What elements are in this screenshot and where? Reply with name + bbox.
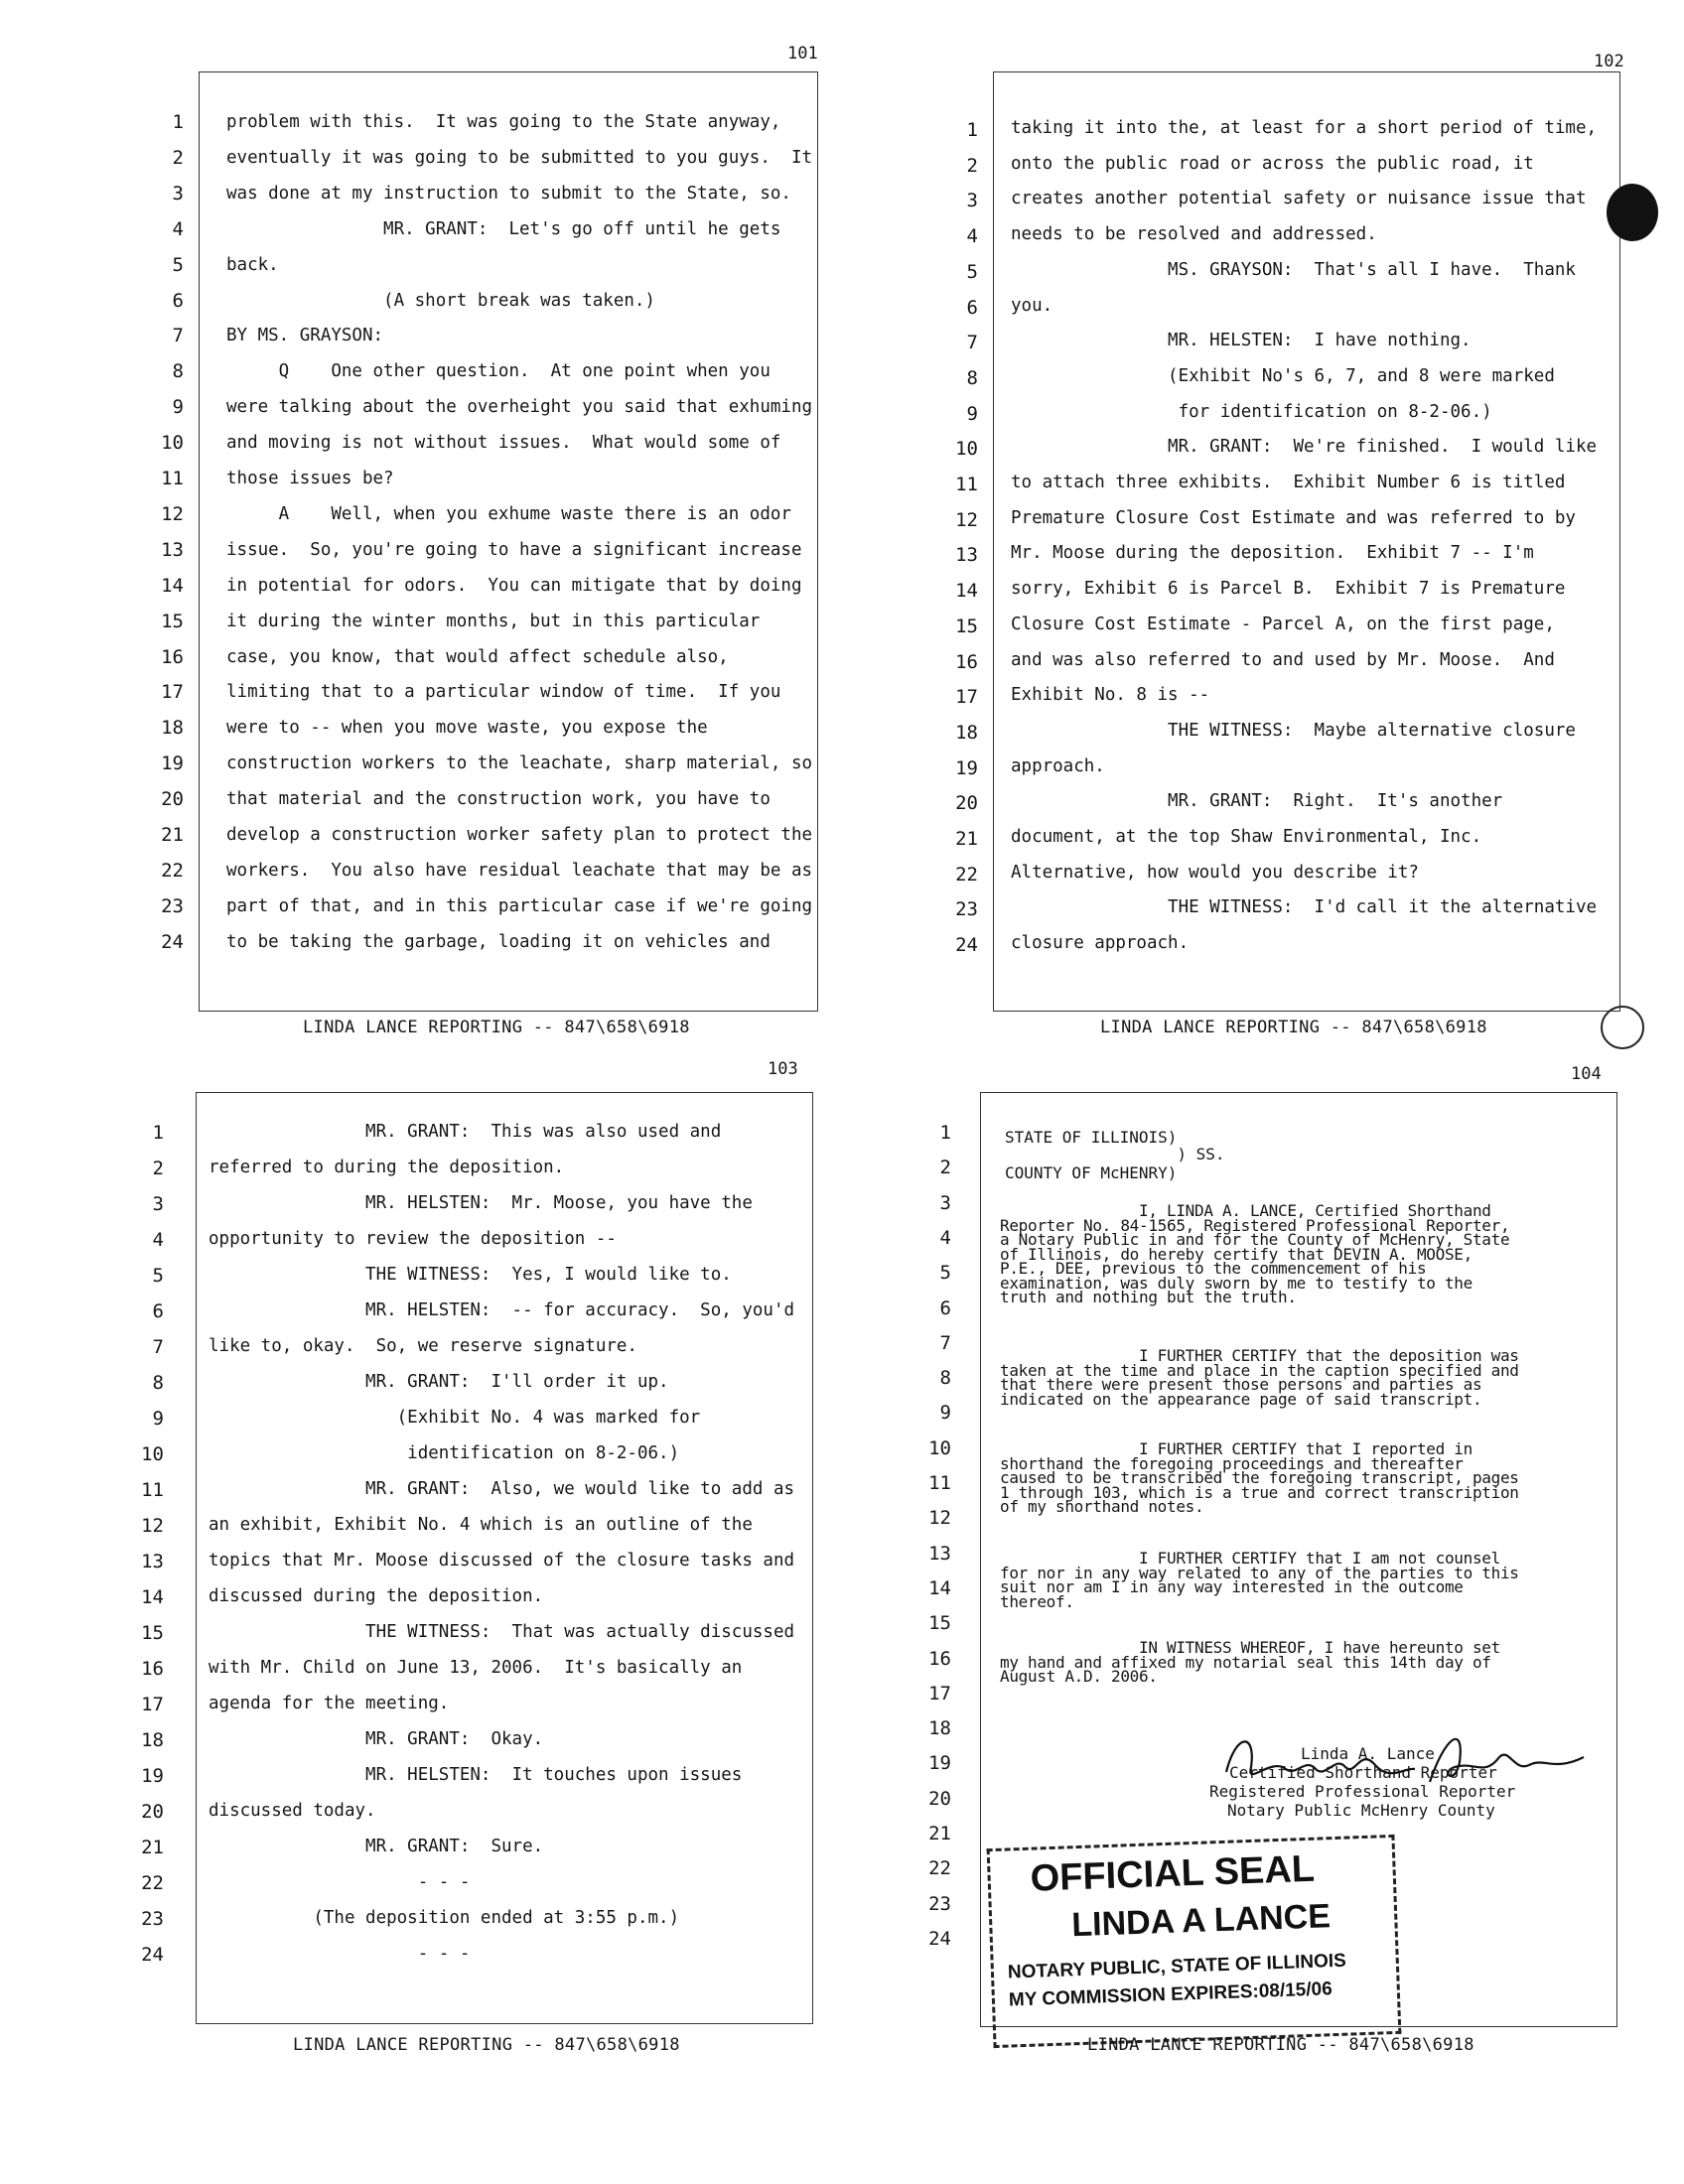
line-number: 10 (955, 438, 978, 461)
line-number: 23 (161, 894, 184, 917)
certificate-line: of Illinois, do hereby certify that DEVIN A. MOOSE, (1000, 1244, 1473, 1264)
transcript-line: - - - (209, 1872, 471, 1892)
transcript-line: THE WITNESS: Yes, I would like to. (209, 1265, 732, 1285)
certificate-line: of my shorthand notes. (1000, 1497, 1204, 1516)
line-number: 3 (152, 1193, 164, 1215)
line-number: 8 (966, 366, 978, 389)
transcript-line: Q One other question. At one point when you (226, 361, 771, 382)
transcript-line: eventually it was going to be submitted to you guys. It (226, 147, 813, 168)
transcript-line: MR. GRANT: Right. It's another (1011, 791, 1503, 812)
transcript-line: (Exhibit No. 4 was marked for (209, 1408, 701, 1428)
certificate-line: August A.D. 2006. (1000, 1667, 1158, 1686)
transcript-line: to be taking the garbage, loading it on vehicles and (226, 931, 771, 952)
page-footer: LINDA LANCE REPORTING -- 847\658\6918 (303, 1018, 690, 1037)
line-number: 5 (939, 1262, 951, 1285)
line-number: 17 (141, 1694, 164, 1715)
transcript-line: agenda for the meeting. (209, 1694, 450, 1713)
transcript-line: (The deposition ended at 3:55 p.m.) (209, 1908, 680, 1928)
line-number: 10 (928, 1436, 951, 1459)
certificate-line: I FURTHER CERTIFY that the deposition was (1000, 1346, 1519, 1365)
line-number: 13 (161, 538, 184, 561)
line-number: 1 (172, 111, 184, 133)
transcript-line: THE WITNESS: Maybe alternative closure (1011, 720, 1576, 741)
transcript-line: and moving is not without issues. What would some of (226, 433, 781, 454)
line-number: 7 (966, 332, 978, 354)
transcript-line: part of that, and in this particular case if we're going (226, 895, 813, 916)
line-number: 19 (928, 1752, 951, 1775)
line-number: 20 (141, 1801, 164, 1823)
line-number: 4 (939, 1226, 951, 1249)
certificate-line: I FURTHER CERTIFY that I am not counsel (1000, 1549, 1500, 1568)
line-number: 16 (161, 645, 184, 668)
line-number: 19 (955, 756, 978, 779)
transcript-line: Alternative, how would you describe it? (1011, 862, 1419, 883)
line-number: 20 (161, 788, 184, 811)
line-number: 5 (152, 1265, 164, 1287)
certificate-line: suit nor am I in any way interested in the outcome (1000, 1577, 1464, 1596)
transcript-line: Premature Closure Cost Estimate and was referred to by (1011, 507, 1576, 528)
line-number: 7 (152, 1336, 164, 1358)
line-number: 3 (966, 190, 978, 212)
line-number: 22 (141, 1872, 164, 1894)
transcript-line: MR. GRANT: We're finished. I would like (1011, 437, 1598, 458)
certificate-line: shorthand the foregoing proceedings and thereafter (1000, 1453, 1464, 1473)
transcript-line: Closure Cost Estimate - Parcel A, on the first page, (1011, 614, 1555, 634)
line-number: 1 (939, 1122, 951, 1144)
line-number: 17 (161, 681, 184, 704)
page-number: 101 (787, 44, 818, 64)
line-number: 18 (928, 1717, 951, 1740)
transcript-line: MR. GRANT: Sure. (209, 1837, 544, 1856)
line-number: 5 (172, 253, 184, 276)
transcript-line: Mr. Moose during the deposition. Exhibit 7 -- I'm (1011, 543, 1534, 564)
certificate-line: Reporter No. 84-1565, Registered Professional Reporter, (1000, 1215, 1510, 1235)
seal-name: LINDA A LANCE (1070, 1897, 1332, 1945)
venue-county: COUNTY OF McHENRY) (1005, 1163, 1178, 1182)
transcript-line: like to, okay. So, we reserve signature. (209, 1336, 637, 1356)
line-number: 13 (141, 1551, 164, 1572)
line-number: 23 (955, 898, 978, 921)
line-number: 8 (939, 1367, 951, 1390)
transcript-line: to attach three exhibits. Exhibit Number 6 is titled (1011, 473, 1566, 492)
certificate-line: for nor in any way related to any of the parties to this (1000, 1563, 1519, 1582)
signer-name: Linda A. Lance (1301, 1744, 1435, 1763)
binder-hole-icon (1601, 1006, 1644, 1049)
line-number: 15 (161, 610, 184, 632)
transcript-line: and was also referred to and used by Mr. Moose. And (1011, 649, 1555, 670)
transcript-line: MR. GRANT: This was also used and (209, 1122, 722, 1142)
transcript-line: MR. GRANT: Also, we would like to add as (209, 1479, 795, 1499)
line-number: 14 (141, 1586, 164, 1608)
line-number: 2 (939, 1157, 951, 1179)
line-number: 11 (955, 474, 978, 495)
transcript-line: case, you know, that would affect schedule also, (226, 646, 729, 667)
line-number: 19 (141, 1765, 164, 1787)
transcript-line: discussed during the deposition. (209, 1586, 544, 1606)
transcript-line: an exhibit, Exhibit No. 4 which is an outline of the (209, 1515, 753, 1535)
line-number: 3 (939, 1191, 951, 1214)
line-number: 14 (928, 1576, 951, 1599)
line-number: 2 (966, 154, 978, 177)
line-number: 9 (966, 402, 978, 425)
line-number: 6 (939, 1297, 951, 1319)
line-number: 2 (152, 1158, 164, 1179)
line-number: 8 (152, 1372, 164, 1394)
venue-state: STATE OF ILLINOIS) (1005, 1128, 1178, 1147)
transcript-line: opportunity to review the deposition -- (209, 1229, 617, 1249)
line-number: 18 (141, 1729, 164, 1751)
certificate-line: a Notary Public in and for the County of McHenry, State (1000, 1230, 1510, 1249)
line-number: 24 (141, 1944, 164, 1966)
transcript-line: needs to be resolved and addressed. (1011, 224, 1377, 245)
line-number: 22 (955, 863, 978, 886)
transcript-line: MR. HELSTEN: Mr. Moose, you have the (209, 1193, 753, 1213)
transcript-line: sorry, Exhibit 6 is Parcel B. Exhibit 7 is Premature (1011, 579, 1566, 600)
transcript-line: construction workers to the leachate, sharp material, so (226, 753, 813, 774)
line-number: 22 (161, 859, 184, 882)
transcript-line: MS. GRAYSON: That's all I have. Thank (1011, 259, 1576, 280)
certificate-line: I, LINDA A. LANCE, Certified Shorthand (1000, 1201, 1491, 1220)
line-number: 17 (928, 1682, 951, 1705)
transcript-line: develop a construction worker safety plan to protect the (226, 825, 813, 845)
line-number: 10 (141, 1443, 164, 1465)
certificate-line: thereof. (1000, 1591, 1074, 1611)
line-number: 23 (141, 1908, 164, 1930)
line-number: 12 (141, 1515, 164, 1537)
line-number: 21 (928, 1823, 951, 1844)
line-number: 5 (966, 260, 978, 283)
transcript-line: problem with this. It was going to the State anyway, (226, 112, 781, 132)
transcript-line: document, at the top Shaw Environmental, Inc. (1011, 827, 1482, 847)
transcript-line: it during the winter months, but in this particular (226, 611, 761, 631)
signer-title-3: Notary Public McHenry County (1227, 1801, 1495, 1820)
line-number: 13 (955, 544, 978, 567)
line-number: 14 (161, 574, 184, 597)
line-number: 2 (172, 146, 184, 169)
transcript-line: for identification on 8-2-06.) (1011, 401, 1492, 422)
page-number: 102 (1594, 52, 1624, 71)
transcript-line: MR. GRANT: Okay. (209, 1729, 544, 1749)
line-number: 16 (928, 1647, 951, 1670)
line-number: 6 (172, 289, 184, 312)
transcript-line: issue. So, you're going to have a significant increase (226, 539, 802, 560)
line-number: 20 (955, 792, 978, 815)
line-number: 1 (966, 119, 978, 141)
line-number: 12 (161, 502, 184, 525)
line-number: 9 (172, 396, 184, 419)
transcript-line: MR. HELSTEN: -- for accuracy. So, you'd (209, 1300, 795, 1320)
line-number: 7 (939, 1331, 951, 1354)
transcript-line: MR. GRANT: Let's go off until he gets (226, 218, 781, 239)
transcript-line: were to -- when you move waste, you expose the (226, 718, 708, 739)
transcript-line: back. (226, 254, 279, 275)
line-number: 15 (928, 1612, 951, 1635)
line-number: 21 (955, 828, 978, 850)
line-number: 20 (928, 1787, 951, 1810)
certificate-line: caused to be transcribed the foregoing transcript, pages (1000, 1468, 1519, 1487)
line-number: 15 (955, 614, 978, 637)
page-number: 104 (1571, 1064, 1602, 1084)
line-number: 11 (161, 468, 184, 489)
transcript-line: workers. You also have residual leachate that may be as (226, 860, 813, 881)
line-number: 1 (152, 1122, 164, 1144)
line-number: 10 (161, 432, 184, 455)
transcript-line: creates another potential safety or nuisance issue that (1011, 189, 1587, 209)
line-number: 9 (939, 1402, 951, 1425)
line-number: 11 (928, 1472, 951, 1494)
transcript-line: that material and the construction work, you have to (226, 789, 771, 810)
venue-ss: ) SS. (1005, 1145, 1225, 1163)
line-number: 19 (161, 752, 184, 775)
transcript-line: MR. HELSTEN: It touches upon issues (209, 1765, 743, 1785)
signer-title-1: Certified Shorthand Reporter (1229, 1763, 1497, 1782)
certificate-line: examination, was duly sworn by me to testify to the (1000, 1273, 1473, 1293)
seal-notary-line: NOTARY PUBLIC, STATE OF ILLINOIS (1007, 1950, 1347, 1983)
page-number: 103 (768, 1059, 798, 1079)
transcript-line: Exhibit No. 8 is -- (1011, 685, 1210, 706)
line-number: 14 (955, 580, 978, 603)
transcript-line: A Well, when you exhume waste there is an odor (226, 503, 791, 524)
transcript-line: in potential for odors. You can mitigate that by doing (226, 575, 802, 596)
transcript-line: - - - (209, 1944, 471, 1964)
line-number: 7 (172, 325, 184, 347)
page-footer: LINDA LANCE REPORTING -- 847\658\6918 (293, 2035, 680, 2055)
transcript-line: identification on 8-2-06.) (209, 1443, 680, 1463)
signer-title-2: Registered Professional Reporter (1209, 1782, 1516, 1801)
line-number: 6 (152, 1300, 164, 1322)
certificate-line: 1 through 103, which is a true and correct transcription (1000, 1482, 1519, 1502)
line-number: 6 (966, 296, 978, 319)
certificate-line: I FURTHER CERTIFY that I reported in (1000, 1439, 1473, 1458)
transcript-line: THE WITNESS: That was actually discussed (209, 1622, 795, 1642)
transcript-line: those issues be? (226, 469, 394, 488)
certificate-line: indicated on the appearance page of said transcript. (1000, 1389, 1482, 1409)
ink-blot-icon (1607, 184, 1658, 241)
line-number: 24 (161, 930, 184, 953)
line-number: 12 (955, 508, 978, 531)
line-number: 16 (955, 650, 978, 673)
certificate-line: my hand and affixed my notarial seal this 14th day of (1000, 1652, 1491, 1672)
transcript-line: approach. (1011, 755, 1105, 776)
transcript-line: MR. GRANT: I'll order it up. (209, 1372, 669, 1392)
line-number: 24 (928, 1927, 951, 1950)
transcript-line: THE WITNESS: I'd call it the alternative (1011, 897, 1598, 918)
line-number: 18 (161, 717, 184, 740)
transcript-line: taking it into the, at least for a short period of time, (1011, 118, 1598, 138)
seal-expiry-line: MY COMMISSION EXPIRES:08/15/06 (1008, 1979, 1333, 2011)
seal-title: OFFICIAL SEAL (1029, 1847, 1316, 1900)
transcript-line: (A short break was taken.) (226, 290, 655, 311)
transcript-line: topics that Mr. Moose discussed of the closure tasks and (209, 1551, 795, 1570)
notary-seal-stamp (987, 1835, 1402, 2048)
transcript-line: was done at my instruction to submit to the State, so. (226, 183, 791, 204)
line-number: 21 (141, 1837, 164, 1858)
line-number: 4 (152, 1229, 164, 1251)
line-number: 15 (141, 1622, 164, 1644)
transcript-line: closure approach. (1011, 933, 1190, 954)
certificate-line: that there were present those persons and parties as (1000, 1375, 1482, 1394)
transcript-line: (Exhibit No's 6, 7, and 8 were marked (1011, 365, 1555, 386)
line-number: 13 (928, 1542, 951, 1565)
line-number: 9 (152, 1408, 164, 1430)
line-number: 3 (172, 182, 184, 205)
line-number: 23 (928, 1892, 951, 1915)
transcript-line: were talking about the overheight you said that exhuming (226, 397, 813, 418)
transcript-line: you. (1011, 295, 1053, 316)
line-number: 16 (141, 1658, 164, 1680)
certificate-line: P.E., DEE, previous to the commencement of his (1000, 1259, 1427, 1278)
line-number: 24 (955, 934, 978, 957)
line-number: 12 (928, 1507, 951, 1530)
certificate-line: IN WITNESS WHEREOF, I have hereunto set (1000, 1638, 1500, 1657)
transcript-line: BY MS. GRAYSON: (226, 326, 384, 346)
line-number: 17 (955, 686, 978, 709)
certificate-line: truth and nothing but the truth. (1000, 1288, 1297, 1306)
transcript-line: discussed today. (209, 1801, 376, 1821)
line-number: 18 (955, 721, 978, 744)
line-number: 11 (141, 1479, 164, 1501)
page-footer: LINDA LANCE REPORTING -- 847\658\6918 (1100, 1018, 1487, 1037)
transcript-line: onto the public road or across the public road, it (1011, 153, 1534, 174)
certificate-line: taken at the time and place in the caption specified and (1000, 1360, 1519, 1380)
transcript-line: referred to during the deposition. (209, 1158, 565, 1177)
line-number: 22 (928, 1857, 951, 1880)
line-number: 4 (172, 217, 184, 240)
page-footer: LINDA LANCE REPORTING -- 847\658\6918 (1087, 2035, 1474, 2055)
transcript-line: MR. HELSTEN: I have nothing. (1011, 331, 1472, 351)
line-number: 4 (966, 225, 978, 248)
line-number: 8 (172, 360, 184, 383)
line-number: 21 (161, 824, 184, 846)
transcript-line: limiting that to a particular window of time. If you (226, 682, 781, 703)
transcript-line: with Mr. Child on June 13, 2006. It's basically an (209, 1658, 743, 1678)
